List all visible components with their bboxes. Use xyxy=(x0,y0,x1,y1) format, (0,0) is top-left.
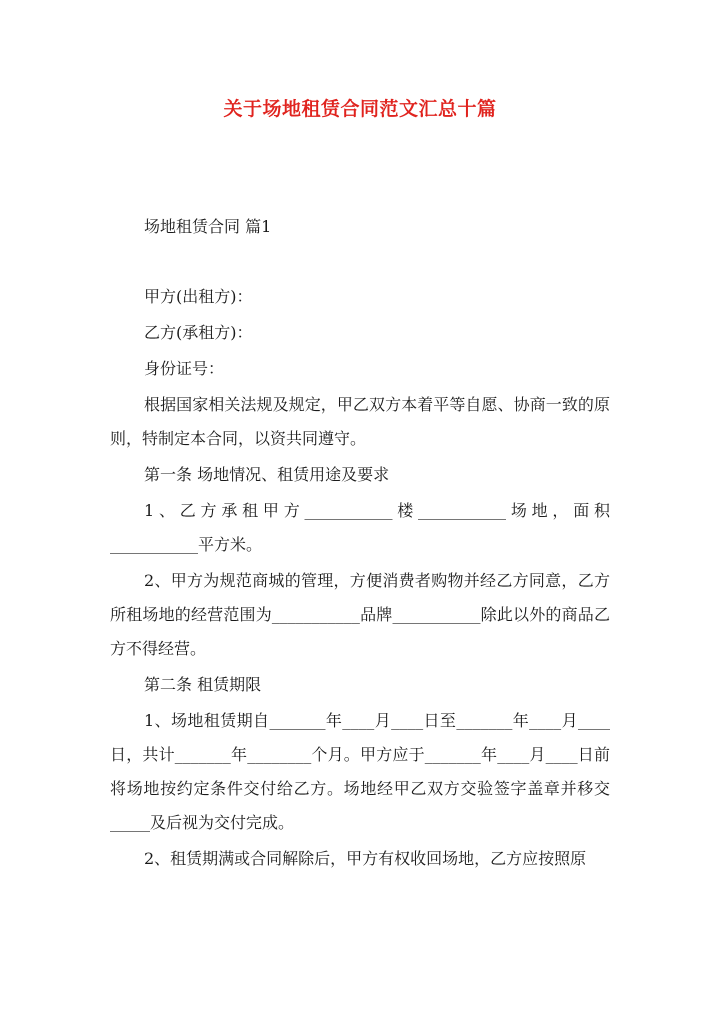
section-heading: 场地租赁合同 篇1 xyxy=(144,217,272,236)
party-a-label: 甲方(出租方)： xyxy=(144,287,253,306)
party-b-label: 乙方(承租方)： xyxy=(144,323,253,342)
article1-item1: 1、乙方承租甲方___________楼___________场地，面积___________平方米。 xyxy=(110,501,610,554)
document-body xyxy=(110,210,610,876)
article1-title: 第一条 场地情况、租赁用途及要求 xyxy=(144,465,390,484)
article2-item1: 1、场地租赁期自_______年____月____日至_______年____月____日，共计_______年________个月。甲方应于_______年____月____日前将场地按约定条件交付给乙方。场地经甲乙双方交验签字盖章并移交_____及后视为交付完成。 xyxy=(110,711,610,832)
id-number-label: 身份证号： xyxy=(144,359,225,378)
article1-item2: 2、甲方为规范商城的管理，方便消费者购物并经乙方同意，乙方所租场地的经营范围为___________品牌___________除此以外的商品乙方不得经营。 xyxy=(110,571,610,658)
article2-title: 第二条 租赁期限 xyxy=(144,675,262,694)
document-title: 关于场地租赁合同范文汇总十篇 xyxy=(223,98,497,120)
article2-item2: 2、租赁期满或合同解除后，甲方有权收回场地，乙方应按照原 xyxy=(144,849,587,868)
intro-paragraph: 根据国家相关法规及规定，甲乙双方本着平等自愿、协商一致的原则，特制定本合同，以资共同遵守。 xyxy=(110,395,610,448)
